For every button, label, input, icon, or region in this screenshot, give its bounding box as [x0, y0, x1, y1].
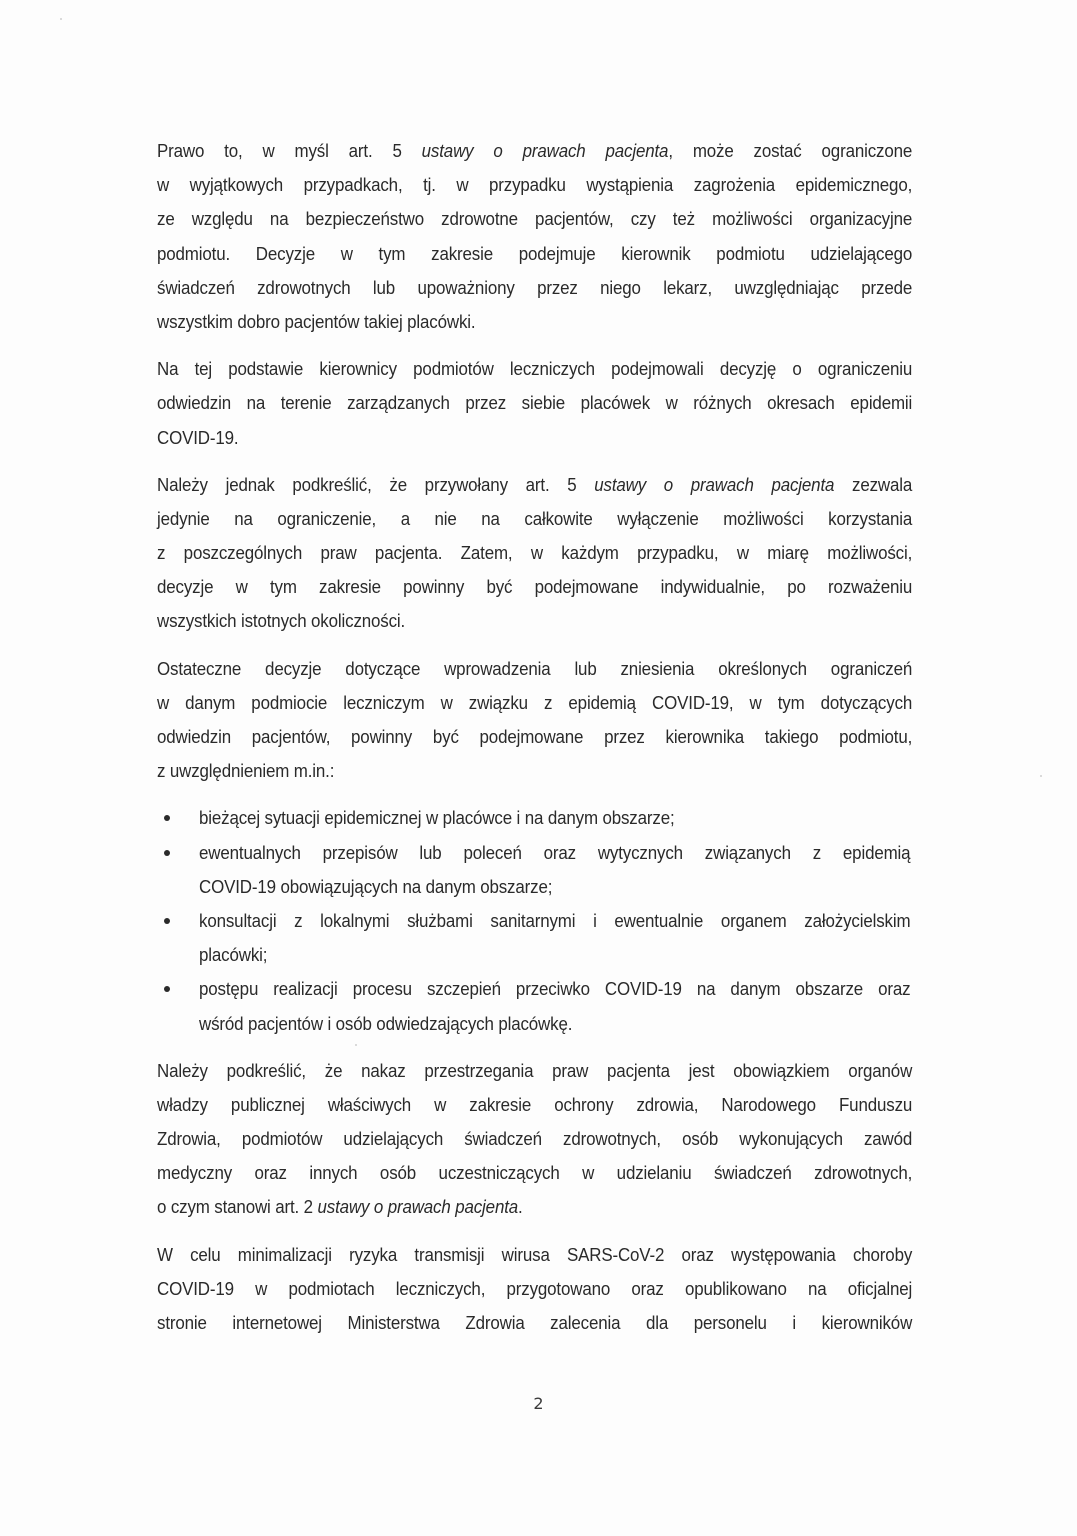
text-segment: Zdrowia, podmiotów udzielających świadczeń zdrowotnych, osób wykonujących zawód — [157, 1129, 913, 1150]
text-line — [157, 1190, 912, 1224]
text-line — [157, 237, 912, 271]
italic-act-title: ustawy o prawach pacjenta — [421, 141, 669, 161]
text-segment: z poszczególnych praw pacjenta. Zatem, w każdym przypadku, w miarę możliwości, — [157, 543, 913, 564]
text-segment: W celu minimalizacji ryzyka transmisji wirusa SARS-CoV-2 oraz występowania choroby — [157, 1244, 913, 1265]
text-segment: jedynie na ograniczenie, a nie na całkowite wyłączenie możliwości korzystania — [157, 508, 913, 529]
text-segment: decyzje w tym zakresie powinny być podejmowane indywidualnie, po rozważeniu — [157, 577, 913, 598]
text-line — [157, 1272, 912, 1306]
text-line — [157, 502, 912, 536]
text-line — [199, 836, 910, 870]
bullet-list — [157, 801, 912, 1040]
text-line — [157, 1088, 912, 1122]
text-line — [157, 352, 912, 386]
text-line — [157, 754, 912, 788]
text-segment: COVID-19 obowiązujących na danym obszarze; — [199, 876, 553, 897]
text-segment: placówki; — [199, 945, 268, 966]
text-segment: ewentualnych przepisów lub poleceń oraz wytycznych związanych z epidemią — [199, 842, 911, 863]
text-segment: o czym stanowi art. 2 — [157, 1197, 318, 1218]
text-line — [157, 652, 912, 686]
text-segment: , może zostać ograniczone — [668, 141, 913, 161]
text-segment: stronie internetowej Ministerstwa Zdrowia zalecenia dla personelu i kierowników — [157, 1313, 913, 1333]
text-line — [199, 972, 910, 1006]
bullet-list-item — [157, 972, 912, 1040]
text-line — [157, 1122, 912, 1156]
text-segment: . — [518, 1197, 523, 1218]
text-line — [199, 870, 910, 904]
text-line — [157, 536, 912, 570]
text-line — [157, 168, 912, 202]
text-line — [157, 271, 912, 305]
text-segment: wszystkich istotnych okoliczności. — [157, 611, 406, 632]
text-line — [157, 604, 912, 638]
paragraph — [157, 468, 912, 639]
text-line — [157, 1306, 912, 1340]
italic-act-title: ustawy o prawach pacjenta — [594, 474, 835, 495]
text-line — [157, 421, 912, 455]
text-segment: medyczny oraz innych osób uczestniczących w udzielaniu świadczeń zdrowotnych, — [157, 1163, 913, 1184]
text-segment: w danym podmiocie leczniczym w związku z epidemią COVID-19, w tym dotyczących — [157, 692, 913, 713]
bullet-list-item — [157, 801, 912, 835]
scan-speck — [1040, 775, 1042, 777]
text-segment: Należy jednak podkreślić, że przywołany art. 5 — [157, 474, 595, 495]
bullet-dot-icon — [164, 815, 170, 821]
text-line — [157, 386, 912, 420]
paragraph — [157, 352, 912, 455]
paragraph — [157, 134, 912, 339]
text-line — [199, 938, 910, 972]
document-body — [157, 134, 912, 1353]
text-segment: odwiedzin pacjentów, powinny być podejmowane przez kierownika takiego podmiotu, — [157, 727, 913, 747]
text-line — [157, 134, 912, 168]
italic-act-title: ustawy o prawach pacjenta — [317, 1197, 519, 1218]
text-line — [157, 1238, 912, 1272]
bullet-list-item — [157, 836, 912, 904]
text-segment: postępu realizacji procesu szczepień przeciwko COVID-19 na danym obszarze oraz — [199, 979, 911, 1000]
bullet-dot-icon — [164, 986, 170, 992]
text-segment: Ostateczne decyzje dotyczące wprowadzenia lub zniesienia określonych ograniczeń — [157, 658, 913, 679]
page-number: 2 — [533, 1394, 544, 1413]
text-segment: wszystkim dobro pacjentów takiej placówki. — [157, 311, 476, 332]
text-segment: z uwzględnieniem m.in.: — [157, 761, 335, 782]
text-segment: ze względu na bezpieczeństwo zdrowotne pacjentów, czy też możliwości organizacyjne — [157, 209, 913, 230]
text-line — [199, 801, 910, 835]
text-segment: Należy podkreślić, że nakaz przestrzegania praw pacjenta jest obowiązkiem organów — [157, 1060, 913, 1081]
text-segment: w wyjątkowych przypadkach, tj. w przypadku wystąpienia zagrożenia epidemicznego, — [157, 175, 913, 196]
text-line — [157, 570, 912, 604]
paragraph — [157, 1238, 912, 1341]
scan-speck — [60, 18, 62, 20]
text-line — [157, 202, 912, 236]
text-line — [157, 1156, 912, 1190]
text-line — [157, 686, 912, 720]
text-line — [157, 305, 912, 339]
text-line — [199, 1007, 910, 1041]
text-segment: Prawo to, w myśl art. 5 — [157, 141, 422, 161]
text-segment: COVID-19. — [157, 427, 239, 448]
text-segment: podmiotu. Decyzje w tym zakresie podejmuje kierownik podmiotu udzielającego — [157, 243, 913, 264]
bullet-dot-icon — [164, 918, 170, 924]
bullet-list-item — [157, 904, 912, 972]
text-segment: świadczeń zdrowotnych lub upoważniony przez niego lekarz, uwzględniając przede — [157, 277, 913, 298]
paragraph — [157, 1054, 912, 1225]
text-line — [157, 468, 912, 502]
text-segment: konsultacji z lokalnymi służbami sanitarnymi i ewentualnie organem założycielskim — [199, 910, 911, 931]
bullet-dot-icon — [164, 850, 170, 856]
text-line — [157, 1054, 912, 1088]
text-segment: Na tej podstawie kierownicy podmiotów leczniczych podejmowali decyzję o ograniczeniu — [157, 359, 913, 380]
text-segment: zezwala — [834, 474, 913, 495]
text-segment: odwiedzin na terenie zarządzanych przez siebie placówek w różnych okresach epidemii — [157, 393, 913, 414]
paragraph — [157, 652, 912, 789]
text-segment: wśród pacjentów i osób odwiedzających placówkę. — [199, 1013, 573, 1034]
text-line — [199, 904, 910, 938]
text-segment: bieżącej sytuacji epidemicznej w placówce i na danym obszarze; — [199, 808, 675, 829]
text-line — [157, 720, 912, 754]
text-segment: COVID-19 w podmiotach leczniczych, przygotowano oraz opublikowano na oficjalnej — [157, 1278, 913, 1299]
text-segment: władzy publicznej właściwych w zakresie ochrony zdrowia, Narodowego Funduszu — [157, 1094, 913, 1115]
